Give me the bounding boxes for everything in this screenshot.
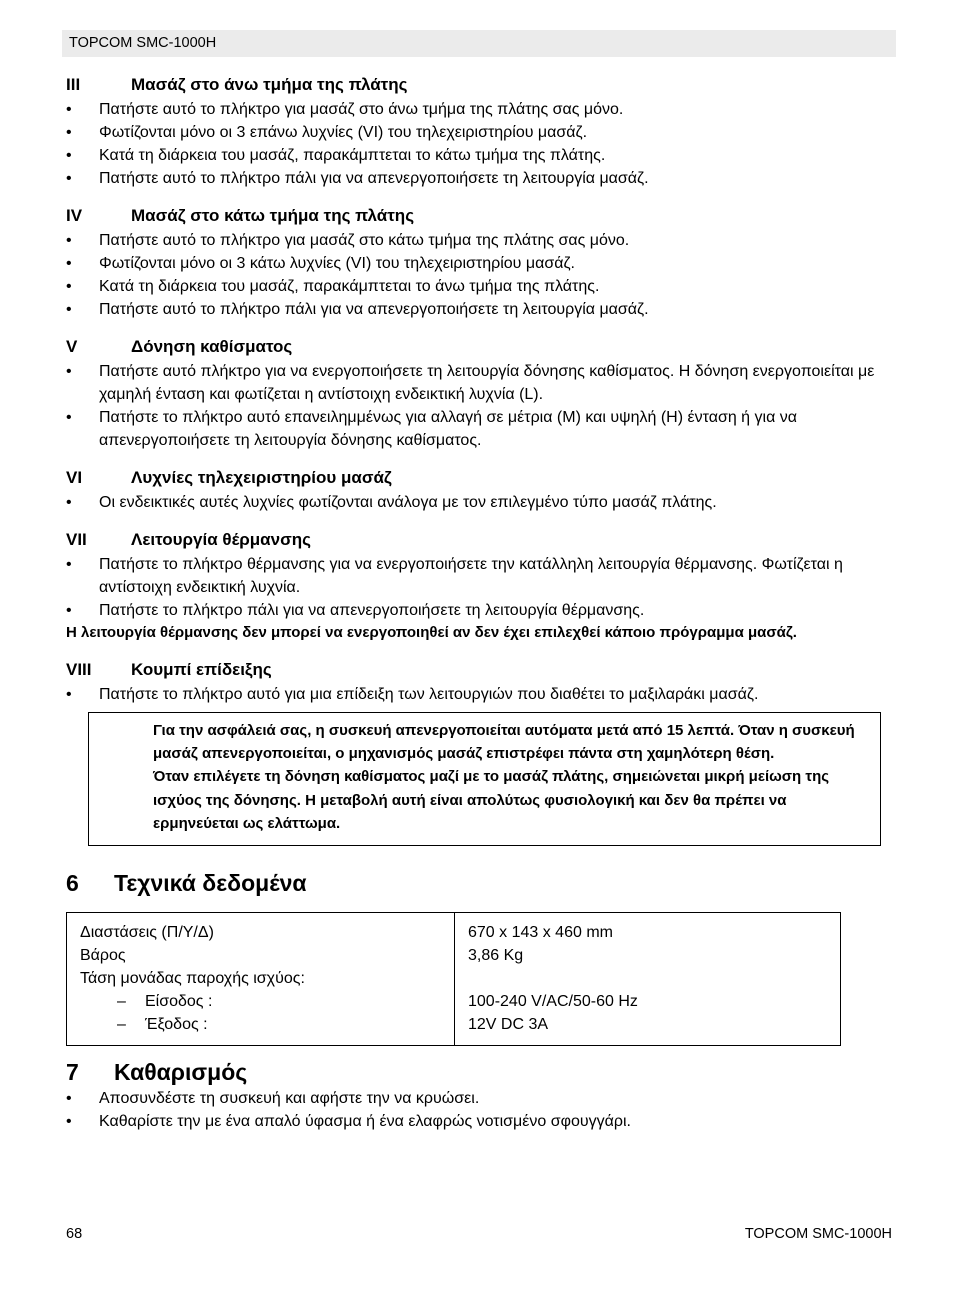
chapter-number: 6 [66,870,79,897]
list-item: • Πατήστε το πλήκτρο αυτό για μια επίδειξη των λειτουργιών που διαθέτει το μαξιλαράκι μασάζ. [66,683,896,706]
dash-marker: – [117,1016,126,1034]
spec-label: Είσοδος : [145,993,213,1011]
list-item: • Πατήστε το πλήκτρο πάλι για να απενεργοποιήσετε τη λειτουργία θέρμανσης. [66,599,896,622]
section-title: Δόνηση καθίσματος [131,337,293,356]
list-item: • Κατά τη διάρκεια του μασάζ, παρακάμπτεται το άνω τμήμα της πλάτης. [66,275,896,298]
list-item: • Κατά τη διάρκεια του μασάζ, παρακάμπτεται το κάτω τμήμα της πλάτης. [66,144,896,167]
section-number: VI [66,468,83,487]
list-item: • Πατήστε αυτό το πλήκτρο για μασάζ στο άνω τμήμα της πλάτης σας μόνο. [66,98,896,121]
notice-paragraph: Για την ασφάλειά σας, η συσκευή απενεργοποιείται αυτόματα μετά από 15 λεπτά. Όταν η συσκευή μασάζ απενεργοποιείται, ο μηχανισμός μασάζ επιστρέφει πάντα στη χαμηλότερη θέση. [153,722,855,763]
page-header [62,30,896,57]
bullet-list-viii [66,683,896,706]
section-number: III [66,75,81,94]
section-heading-vi [66,467,896,489]
section-heading-iii [66,74,896,96]
list-item: • Πατήστε αυτό το πλήκτρο για μασάζ στο κάτω τμήμα της πλάτης σας μόνο. [66,229,896,252]
section-number: V [66,337,78,356]
chapter-title: Τεχνικά δεδομένα [114,870,307,897]
safety-notice-box [88,712,881,846]
spec-value: 12V DC 3A [468,1016,549,1034]
dash-marker: – [117,993,126,1011]
chapter-number: 7 [66,1059,79,1086]
page-number: 68 [66,1226,83,1242]
section-title: Μασάζ στο κάτω τμήμα της πλάτης [131,206,415,225]
spec-sublabel [80,1013,442,1036]
bullet-list-iv [66,229,896,321]
chapter-heading-cleaning [66,1057,896,1087]
list-item: • Φωτίζονται μόνο οι 3 κάτω λυχνίες (VI) του τηλεχειριστηρίου μασάζ. [66,252,896,275]
notice-paragraph: Όταν επιλέγετε τη δόνηση καθίσματος μαζί με το μασάζ πλάτης, σημειώνεται μικρή μείωση της ισχύος της δόνησης. Η μεταβολή αυτή είναι απολύτως φυσιολογική και δεν θα πρέπει να ερμηνεύεται ως ελάττωμα. [153,768,830,832]
section-number: VII [66,530,87,549]
spec-values-cell [455,913,841,1046]
technical-data-table [66,912,841,1046]
chapter-title: Καθαρισμός [114,1059,248,1086]
footer-brand: TOPCOM SMC-1000H [744,1226,892,1242]
spec-value: 100-240 V/AC/50-60 Hz [468,993,638,1011]
spec-label: Έξοδος : [145,1016,208,1034]
spec-value [468,967,828,990]
chapter-heading-technical-data [66,868,896,898]
section-number: VIII [66,660,92,679]
list-item: • Πατήστε το πλήκτρο αυτό επανειλημμένως για αλλαγή σε μέτρια (M) και υψηλή (H) ένταση ή για να απενεργοποιήσετε τη λειτουργία δόνησης καθίσματος. [66,406,896,452]
list-item: • Φωτίζονται μόνο οι 3 επάνω λυχνίες (VI) του τηλεχειριστηρίου μασάζ. [66,121,896,144]
page-content [66,74,896,1133]
section-heading-vii [66,529,896,551]
bullet-list-v [66,360,896,452]
heating-warning-note: Η λειτουργία θέρμανσης δεν μπορεί να ενεργοποιηθεί αν δεν έχει επιλεχθεί κάποιο πρόγραμμα μασάζ. [66,624,797,641]
spec-label: Διαστάσεις (Π/Υ/Δ) [80,924,214,942]
spec-value: 670 x 143 x 460 mm [468,924,613,942]
section-title: Μασάζ στο άνω τμήμα της πλάτης [131,75,408,94]
spec-sublabel [80,990,442,1013]
header-title: TOPCOM SMC-1000H [69,35,217,51]
bullet-list-vii [66,553,896,622]
bullet-list-vi [66,491,896,514]
spec-labels-cell [67,913,455,1046]
table-row [67,913,841,1046]
section-title: Κουμπί επίδειξης [131,660,272,679]
section-number: IV [66,206,83,225]
section-heading-v [66,336,896,358]
spec-value: 3,86 Kg [468,947,524,965]
section-title: Λυχνίες τηλεχειριστηρίου μασάζ [131,468,392,487]
section-heading-viii [66,659,896,681]
list-item: • Καθαρίστε την με ένα απαλό ύφασμα ή ένα ελαφρώς νοτισμένο σφουγγάρι. [66,1110,896,1133]
list-item: • Οι ενδεικτικές αυτές λυχνίες φωτίζονται ανάλογα με τον επιλεγμένο τύπο μασάζ πλάτης. [66,491,896,514]
section-heading-iv [66,205,896,227]
spec-label: Τάση μονάδας παροχής ισχύος: [80,970,305,988]
bullet-list-cleaning [66,1087,896,1133]
list-item: • Πατήστε αυτό το πλήκτρο πάλι για να απενεργοποιήσετε τη λειτουργία μασάζ. [66,298,896,321]
list-item: • Αποσυνδέστε τη συσκευή και αφήστε την να κρυώσει. [66,1087,896,1110]
list-item: • Πατήστε το πλήκτρο θέρμανσης για να ενεργοποιήσετε την κατάλληλη λειτουργία θέρμανσης. Φωτίζεται η αντίστοιχη ενδεικτική λυχνία. [66,553,896,599]
section-title: Λειτουργία θέρμανσης [131,530,311,549]
list-item: • Πατήστε αυτό πλήκτρο για να ενεργοποιήσετε τη λειτουργία δόνησης καθίσματος. Η δόνηση ενεργοποιείται με χαμηλή ένταση και φωτίζεται η αντίστοιχη ενδεικτική λυχνία (L). [66,360,896,406]
spec-label: Βάρος [80,947,126,965]
bullet-list-iii [66,98,896,190]
list-item: • Πατήστε αυτό το πλήκτρο πάλι για να απενεργοποιήσετε τη λειτουργία μασάζ. [66,167,896,190]
